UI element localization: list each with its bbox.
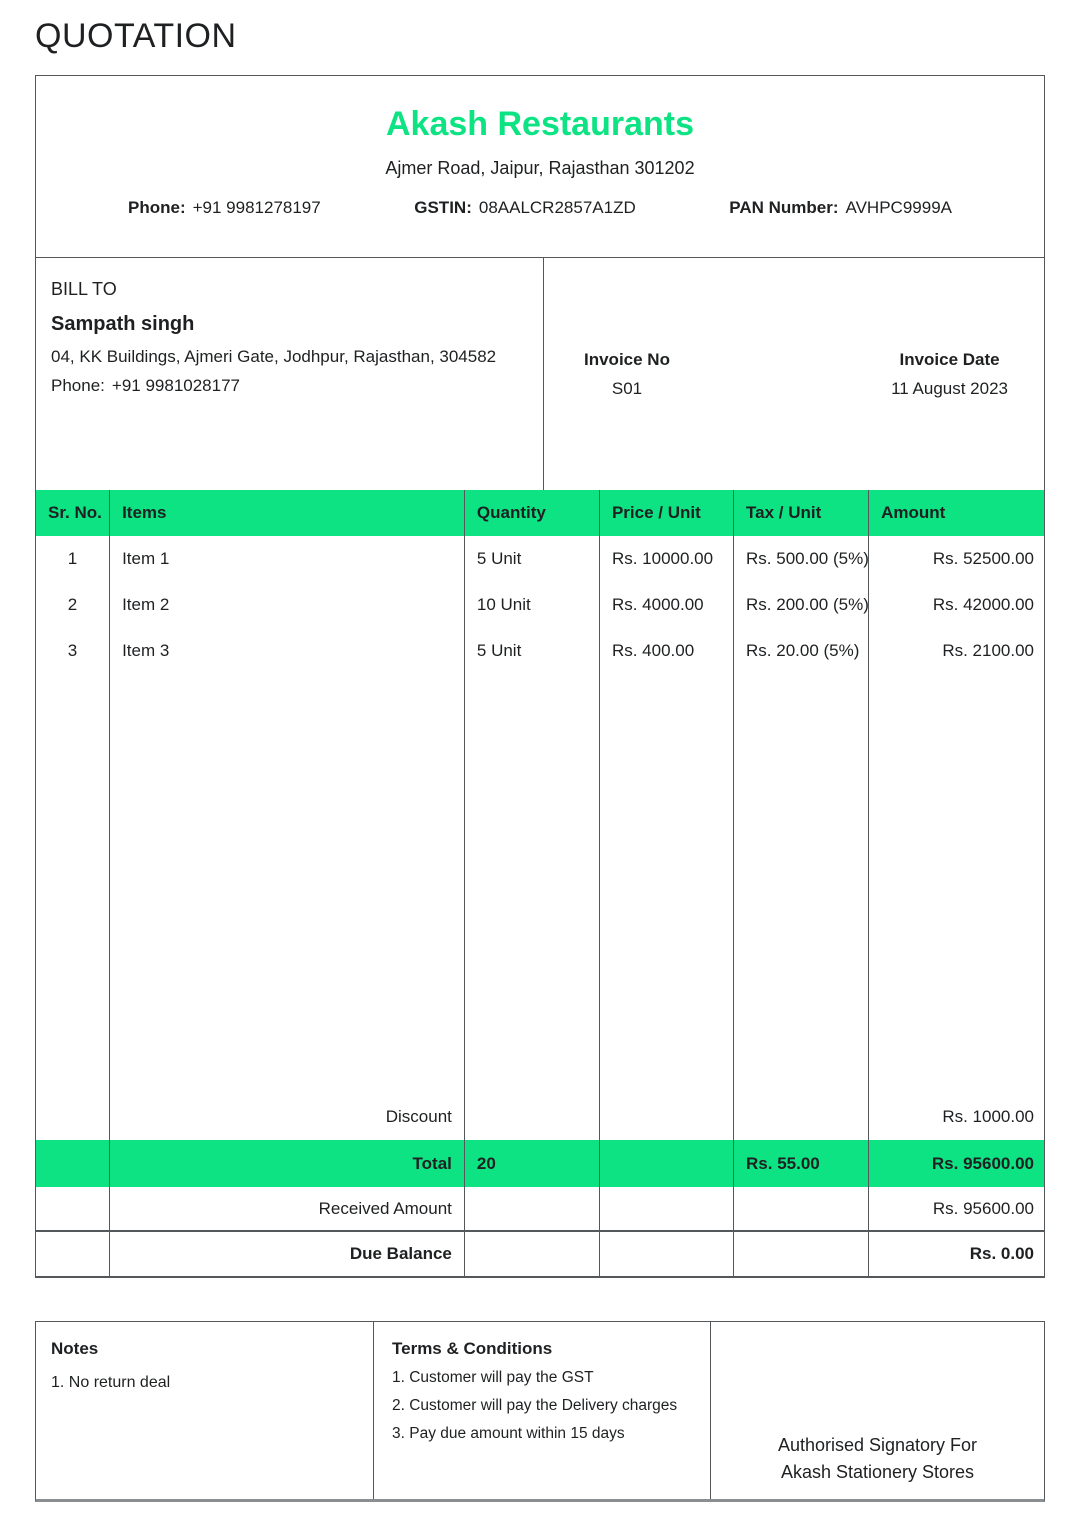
signatory-line-1: Authorised Signatory For [777,1435,978,1455]
cell-amount: Rs. 52500.00 [869,536,1044,582]
bill-to-block [36,258,544,490]
footer-box [35,1321,1045,1502]
table-row [36,582,1044,628]
col-header-items: Items [110,490,465,536]
party-section [36,257,1044,490]
invoice-number-value: S01 [611,379,643,398]
phone-value: +91 9981278197 [192,198,321,217]
due-balance-label: Due Balance [110,1231,465,1276]
cell-item: Item 1 [110,536,465,582]
phone-label: Phone: [128,198,186,217]
discount-label: Discount [110,1094,465,1140]
col-header-price: Price / Unit [599,490,733,536]
customer-phone-value: +91 9981028177 [111,376,240,395]
term-item: 2. Customer will pay the Delivery charges [392,1397,678,1414]
total-label: Total [110,1140,465,1187]
cell-price: Rs. 10000.00 [599,536,733,582]
invoice-number-group [584,350,670,490]
table-row [36,536,1044,582]
total-quantity: 20 [464,1140,599,1187]
due-balance-amount: Rs. 0.00 [869,1231,1044,1276]
cell-amount: Rs. 2100.00 [869,628,1044,674]
term-item: 3. Pay due amount within 15 days [392,1425,625,1442]
gstin-value: 08AALCR2857A1ZD [478,198,636,217]
company-pan [729,198,952,218]
notes-heading: Notes [51,1339,99,1358]
cell-sr: 3 [67,641,78,660]
cell-tax: Rs. 20.00 (5%) [734,628,869,674]
cell-tax: Rs. 200.00 (5%) [734,582,869,628]
cell-price: Rs. 400.00 [599,628,733,674]
received-amount-row [36,1187,1044,1231]
cell-item: Item 3 [110,628,465,674]
terms-block [374,1322,711,1499]
table-header-row [36,490,1044,536]
page-title: QUOTATION [35,17,237,55]
pan-label: PAN Number: [729,198,839,217]
cell-item: Item 2 [110,582,465,628]
cell-qty: 10 Unit [464,582,599,628]
customer-name: Sampath singh [51,313,195,335]
col-header-amount: Amount [869,490,1044,536]
terms-heading: Terms & Conditions [392,1339,553,1358]
cell-qty: 5 Unit [464,628,599,674]
cell-sr: 2 [67,595,78,614]
signatory-block [711,1322,1044,1499]
invoice-meta-block [544,258,1044,490]
company-name: Akash Restaurants [385,105,694,143]
received-amount: Rs. 95600.00 [869,1187,1044,1231]
table-filler-row [36,674,1044,1094]
customer-phone-label: Phone: [51,376,105,395]
discount-amount: Rs. 1000.00 [869,1094,1044,1140]
invoice-date-group [891,350,1008,490]
col-header-tax: Tax / Unit [734,490,869,536]
company-info-row [36,198,1044,218]
invoice-main-box [35,75,1045,1278]
term-item: 1. Customer will pay the GST [392,1369,594,1386]
company-phone [128,198,321,218]
notes-block [36,1322,374,1499]
table-row [36,628,1044,674]
customer-address: 04, KK Buildings, Ajmeri Gate, Jodhpur, Rajasthan, 304582 [51,347,497,366]
bill-to-heading: BILL TO [51,279,117,299]
signatory-line-2: Akash Stationery Stores [780,1462,975,1482]
company-address: Ajmer Road, Jaipur, Rajasthan 301202 [385,158,695,178]
cell-qty: 5 Unit [464,536,599,582]
company-header [36,76,1044,257]
cell-amount: Rs. 42000.00 [869,582,1044,628]
customer-phone [51,376,529,396]
invoice-date-value: 11 August 2023 [891,379,1008,398]
total-row [36,1140,1044,1187]
invoice-date-label: Invoice Date [899,350,1000,369]
items-table [36,490,1044,1276]
due-balance-row [36,1231,1044,1276]
invoice-number-label: Invoice No [584,350,670,369]
gstin-label: GSTIN: [414,198,472,217]
col-header-sr-no: Sr. No. [36,490,110,536]
cell-sr: 1 [67,549,78,568]
discount-row [36,1094,1044,1140]
note-item: 1. No return deal [51,1374,171,1391]
received-label: Received Amount [110,1187,465,1231]
total-tax: Rs. 55.00 [734,1140,869,1187]
cell-price: Rs. 4000.00 [599,582,733,628]
col-header-quantity: Quantity [464,490,599,536]
total-amount: Rs. 95600.00 [869,1140,1044,1187]
cell-tax: Rs. 500.00 (5%) [734,536,869,582]
company-gstin [414,198,635,218]
pan-value: AVHPC9999A [845,198,952,217]
